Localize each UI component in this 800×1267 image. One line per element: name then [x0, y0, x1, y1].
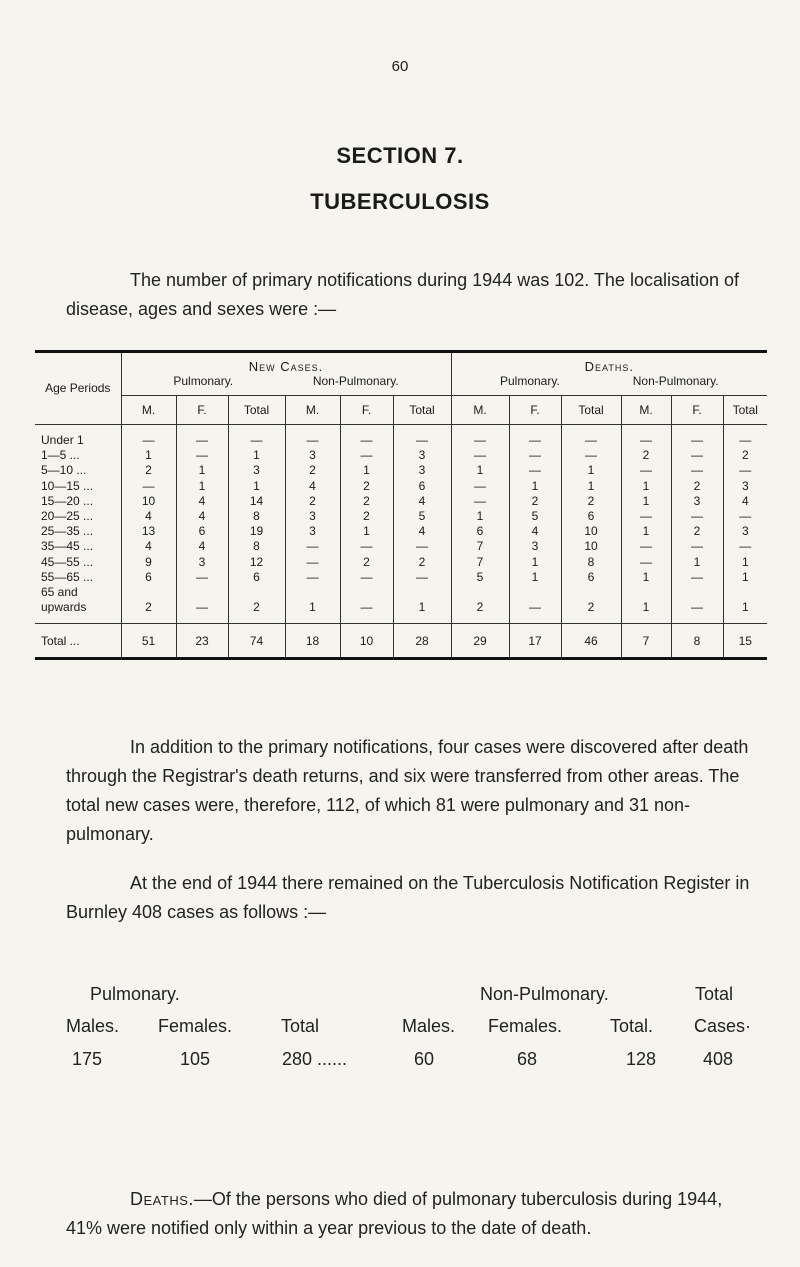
table-cell: 1 [393, 600, 451, 624]
table-cell: — [671, 570, 723, 585]
table-cell: 7 [621, 624, 671, 659]
table-cell: 1 [723, 600, 767, 624]
deaths-lead: Deaths. [130, 1189, 194, 1209]
col-m: M. [121, 396, 176, 425]
table-cell: 5 [509, 509, 561, 524]
age-period-label: upwards [41, 600, 87, 615]
table-cell: — [723, 425, 767, 449]
table-cell: — [671, 509, 723, 524]
table-cell: 8 [228, 539, 285, 554]
table-cell: — [451, 479, 509, 494]
table-cell: 2 [451, 600, 509, 624]
table-cell: 5 [451, 570, 509, 585]
table-cell: 4 [723, 494, 767, 509]
table-cell: — [285, 570, 340, 585]
page-title: TUBERCULOSIS [310, 189, 490, 214]
table-cell: 6 [393, 479, 451, 494]
table-cell: 3 [228, 463, 285, 478]
table-cell [393, 585, 451, 600]
table-cell: — [509, 463, 561, 478]
table-cell [285, 585, 340, 600]
table-cell: 6 [121, 570, 176, 585]
table-cell: — [393, 570, 451, 585]
table-cell: 3 [509, 539, 561, 554]
table-cell: 2 [621, 448, 671, 463]
age-periods-header: Age Periods [35, 352, 121, 425]
table-cell: — [176, 448, 228, 463]
table-cell: 2 [561, 494, 621, 509]
table-row [35, 539, 767, 554]
register-p-females: 105 [180, 1049, 211, 1069]
total-label: Total ... [35, 624, 121, 659]
table-cell: 18 [285, 624, 340, 659]
table-row [35, 509, 767, 524]
table-cell: 1 [671, 555, 723, 570]
table-cell: 2 [561, 600, 621, 624]
col-m: M. [285, 396, 340, 425]
table-cell: — [621, 555, 671, 570]
register-grand-total: 408 [703, 1049, 734, 1069]
deaths-title: Deaths. [584, 359, 634, 374]
col-m: M. [451, 396, 509, 425]
table-cell: — [451, 425, 509, 449]
table-cell: 4 [121, 539, 176, 554]
table-cell: 1 [509, 555, 561, 570]
table-cell: 3 [285, 448, 340, 463]
table-cell: 3 [393, 448, 451, 463]
table-cell: — [451, 494, 509, 509]
register-paragraph: At the end of 1944 there remained on the Tuberculosis Notification Register in Burnley 408 cases as follows :— [66, 873, 750, 922]
table-cell: 5 [393, 509, 451, 524]
table-cell: 2 [285, 463, 340, 478]
table-cell: 4 [121, 509, 176, 524]
table-cell: 2 [121, 600, 176, 624]
table-cell: 3 [176, 555, 228, 570]
table-cell: 2 [340, 555, 393, 570]
table-cell: — [340, 570, 393, 585]
table-cell: 2 [509, 494, 561, 509]
age-period-label: 5—10 ... [41, 463, 87, 478]
table-cell [621, 585, 671, 600]
table-cell: 2 [671, 479, 723, 494]
table-cell: 4 [393, 524, 451, 539]
table-cell: 8 [228, 509, 285, 524]
table-cell: 2 [393, 555, 451, 570]
table-cell: 1 [621, 524, 671, 539]
table-cell: 51 [121, 624, 176, 659]
tuberculosis-table [35, 350, 767, 660]
new-cases-title: New Cases. [248, 359, 324, 374]
table-cell: 3 [393, 463, 451, 478]
age-period-label: 45—55 ... [41, 554, 94, 569]
register-males-header: Males. [66, 1016, 120, 1036]
register-females-header: Females. [158, 1016, 233, 1036]
deaths-pulmonary-header: Pulmonary. [499, 374, 560, 388]
table-cell: — [671, 539, 723, 554]
table-cell: — [121, 479, 176, 494]
table-cell: 10 [561, 539, 621, 554]
table-cell: 3 [723, 479, 767, 494]
table-row [35, 479, 767, 494]
register-np-males: 60 [414, 1049, 435, 1069]
register-cases-header: Cases· [694, 1016, 752, 1036]
table-cell: 2 [340, 479, 393, 494]
table-cell: 19 [228, 524, 285, 539]
table-cell: 1 [228, 448, 285, 463]
table-cell: 8 [671, 624, 723, 659]
section-title: SECTION 7. [336, 143, 464, 168]
table-cell: 2 [671, 524, 723, 539]
table-cell: — [451, 448, 509, 463]
table-cell: 1 [561, 463, 621, 478]
table-cell: — [561, 425, 621, 449]
table-cell: 4 [176, 509, 228, 524]
register-np-females-header: Females. [488, 1016, 563, 1036]
table-cell: 1 [121, 448, 176, 463]
table-cell: 17 [509, 624, 561, 659]
table-cell: — [176, 570, 228, 585]
register-p-total: 280 ...... [282, 1049, 348, 1069]
age-period-label: 15—20 ... [41, 493, 94, 508]
table-cell [176, 585, 228, 600]
table-cell: 3 [723, 524, 767, 539]
table-cell [509, 585, 561, 600]
table-cell: 29 [451, 624, 509, 659]
col-total: Total [228, 396, 285, 425]
table-cell: 13 [121, 524, 176, 539]
table-cell: 8 [561, 555, 621, 570]
table-cell: 4 [176, 494, 228, 509]
register-non-pulmonary-label: Non-Pulmonary. [480, 984, 609, 1004]
table-cell: 1 [285, 600, 340, 624]
table-cell: 28 [393, 624, 451, 659]
table-cell: 14 [228, 494, 285, 509]
table-cell: 9 [121, 555, 176, 570]
deaths-non-pulmonary-header: Non-Pulmonary. [632, 374, 719, 388]
table-cell: 10 [121, 494, 176, 509]
table-cell: 15 [723, 624, 767, 659]
table-cell: 46 [561, 624, 621, 659]
age-period-label: 65 and [41, 585, 78, 600]
table-cell: — [671, 600, 723, 624]
table-cell: 6 [228, 570, 285, 585]
table-cell: 1 [451, 463, 509, 478]
table-cell: 2 [285, 494, 340, 509]
table-cell: 2 [340, 494, 393, 509]
table-cell: 74 [228, 624, 285, 659]
table-cell: 3 [285, 524, 340, 539]
table-cell: — [509, 448, 561, 463]
table-cell: — [723, 463, 767, 478]
page-number: 60 [391, 58, 409, 75]
age-period-label: Under 1 [41, 433, 84, 447]
table-row [35, 524, 767, 539]
table-cell [723, 585, 767, 600]
table-cell: — [509, 600, 561, 624]
table-cell: 2 [723, 448, 767, 463]
table-cell: — [723, 509, 767, 524]
deaths-text: —Of the persons who died of pulmonary tuberculosis during 1944, 41% were notified only within a year previous to the date of death. [66, 1189, 723, 1238]
table-cell: 1 [176, 479, 228, 494]
register-total-label: Total [695, 984, 734, 1004]
table-cell [561, 585, 621, 600]
new-cases-header [121, 352, 451, 396]
register-np-females: 68 [517, 1049, 538, 1069]
table-cell: — [176, 425, 228, 449]
table-cell: 1 [340, 463, 393, 478]
table-cell: — [121, 425, 176, 449]
col-total: Total [723, 396, 767, 425]
table-cell: 1 [723, 555, 767, 570]
table-cell: — [671, 463, 723, 478]
table-cell: 2 [121, 463, 176, 478]
col-total: Total [393, 396, 451, 425]
table-cell: 2 [340, 509, 393, 524]
register-np-males-header: Males. [402, 1016, 456, 1036]
col-f: F. [340, 396, 393, 425]
age-period-label: 10—15 ... [41, 478, 94, 493]
addition-paragraph: In addition to the primary notifications, four cases were discovered after death through the Registrar's death returns, and six were transferred from other areas. The total new cases were, therefore, 112, of which 81 were pulmonary and 31 non-pulmonary. [66, 737, 749, 844]
register-np-total: 128 [626, 1049, 657, 1069]
table-cell: — [176, 600, 228, 624]
deaths-paragraph [66, 1185, 756, 1243]
table-row [35, 555, 767, 570]
age-period-label: 20—25 ... [41, 509, 94, 524]
table-cell: 1 [621, 494, 671, 509]
table-cell: 12 [228, 555, 285, 570]
register-pulmonary-label: Pulmonary. [90, 984, 180, 1004]
table-cell: — [285, 555, 340, 570]
table-cell: 4 [176, 539, 228, 554]
table-cell: — [621, 539, 671, 554]
table-cell: — [671, 425, 723, 449]
register-total-header: Total [281, 1016, 320, 1036]
age-period-label: 35—45 ... [41, 539, 94, 554]
table-cell [121, 585, 176, 600]
table-cell: — [285, 539, 340, 554]
table-cell: 23 [176, 624, 228, 659]
table-row [35, 425, 767, 449]
col-f: F. [176, 396, 228, 425]
age-period-label: 55—65 ... [41, 569, 94, 584]
intro-paragraph: The number of primary notifications during 1944 was 102. The localisation of disease, ages and sexes were :— [66, 270, 740, 319]
table-row [35, 463, 767, 478]
table-cell: 1 [509, 570, 561, 585]
table-cell: — [340, 539, 393, 554]
deaths-header [451, 352, 767, 396]
table-cell: 7 [451, 555, 509, 570]
table-cell: 1 [723, 570, 767, 585]
table-cell: 1 [621, 570, 671, 585]
col-m: M. [621, 396, 671, 425]
table-cell: 3 [671, 494, 723, 509]
table-cell: 1 [621, 479, 671, 494]
table-cell [340, 585, 393, 600]
table-cell: — [393, 425, 451, 449]
table-cell: — [340, 600, 393, 624]
table-cell: 6 [176, 524, 228, 539]
age-period-label: 25—35 ... [41, 524, 94, 539]
age-period-label: 1—5 ... [41, 448, 80, 463]
table-cell: 1 [561, 479, 621, 494]
table-cell: 4 [509, 524, 561, 539]
table-row [35, 448, 767, 463]
table-row [35, 570, 767, 585]
new-pulmonary-header: Pulmonary. [173, 374, 234, 388]
table-cell: 4 [285, 479, 340, 494]
register-np-total-header: Total. [610, 1016, 654, 1036]
table-cell: 1 [451, 509, 509, 524]
table-cell: 1 [176, 463, 228, 478]
table-cell: — [509, 425, 561, 449]
table-cell: — [621, 463, 671, 478]
table-cell: 6 [561, 570, 621, 585]
table-cell: 2 [228, 600, 285, 624]
register-p-males: 175 [72, 1049, 103, 1069]
table-cell: 4 [393, 494, 451, 509]
table-cell: — [561, 448, 621, 463]
table-row [35, 585, 767, 600]
table-cell: — [228, 425, 285, 449]
table-cell: — [723, 539, 767, 554]
table-cell: 10 [340, 624, 393, 659]
table-cell: — [285, 425, 340, 449]
table-cell [228, 585, 285, 600]
table-cell: 6 [451, 524, 509, 539]
table-cell: — [340, 448, 393, 463]
table-cell: 10 [561, 524, 621, 539]
col-f: F. [509, 396, 561, 425]
table-cell [671, 585, 723, 600]
table-row [35, 600, 767, 624]
table-cell: — [621, 509, 671, 524]
col-f: F. [671, 396, 723, 425]
table-total-row [35, 624, 767, 659]
table-cell: 1 [509, 479, 561, 494]
table-cell: — [621, 425, 671, 449]
table-cell: 6 [561, 509, 621, 524]
table-cell: — [393, 539, 451, 554]
table-cell: 7 [451, 539, 509, 554]
table-cell: 1 [228, 479, 285, 494]
new-non-pulmonary-header: Non-Pulmonary. [312, 374, 399, 388]
table-cell: 3 [285, 509, 340, 524]
table-cell: — [340, 425, 393, 449]
table-row [35, 494, 767, 509]
table-cell [451, 585, 509, 600]
col-total: Total [561, 396, 621, 425]
table-cell: 1 [621, 600, 671, 624]
table-cell: — [671, 448, 723, 463]
table-cell: 1 [340, 524, 393, 539]
